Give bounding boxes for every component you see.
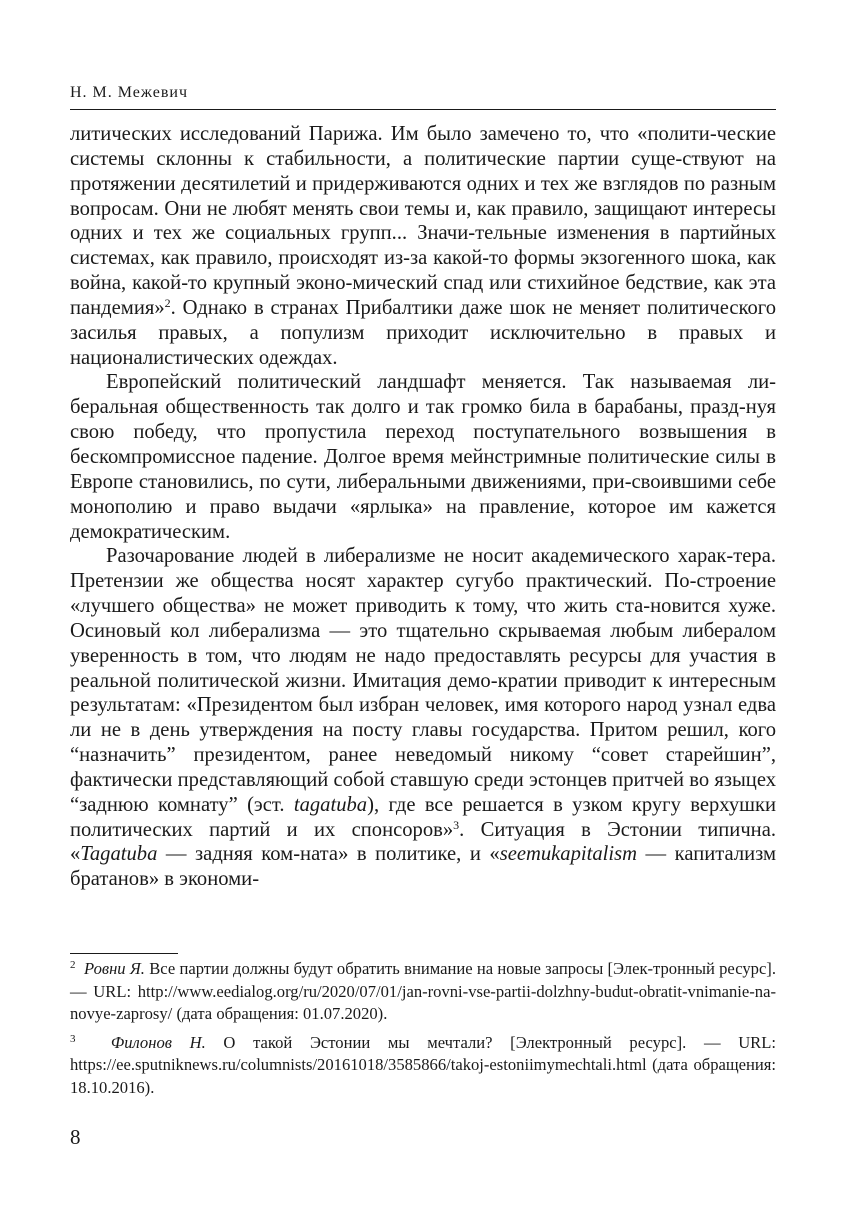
footnote-2-author: Ровни Я.: [84, 959, 145, 978]
footnote-2: [70, 958, 776, 1026]
paragraph-3: [70, 544, 776, 892]
term-tagatuba: tagatuba: [293, 793, 368, 816]
header-author: Н. М. Межевич: [70, 84, 189, 101]
footnote-3-text: О такой Эстонии мы мечтали? [Электронный ресурс]. — URL: https://ee.sputniknews.ru/columnists/20161018/3585866/takoj-estoniimymechtali.html (дата обращения: 18.10.2016).: [70, 1032, 777, 1097]
main-text: [70, 122, 776, 892]
paragraph-3-text-b: ), где все решается в узком кругу верхушки политических партий и их спонсоров»: [70, 793, 776, 841]
footnote-3: [70, 1032, 776, 1100]
page-number: 8: [70, 1125, 81, 1149]
footnote-3-number: 3: [70, 1032, 76, 1045]
paragraph-3-text-d: — задняя ком-ната» в политике, и «: [157, 843, 500, 866]
footnote-ref-2: 2: [164, 295, 171, 310]
paragraph-1-text-b: . Однако в странах Прибалтики даже шок не меняет политического засилья правых, а популизм приходит исключительно в правых и националистических одеждах.: [70, 296, 776, 369]
term-tagatuba-2: Tagatuba: [80, 843, 158, 866]
footnotes: [70, 958, 776, 1106]
paragraph-1: [70, 122, 776, 370]
term-seemukapitalism: seemukapitalism: [499, 843, 637, 866]
paragraph-3-text-e: — капитализм братанов» в экономи-: [70, 843, 776, 891]
paragraph-1-text-a: литических исследований Парижа. Им было замечено то, что «полити-ческие системы склонны к стабильности, а политические партии суще-ствуют на протяжении десятилетий и придерживаются одних и тех же взглядов по разным вопросам. Они не любят менять свои темы и, как правило, защищают интересы одних и тех же социальных групп... Значи-тельные изменения в партийных системах, как правило, происходят из-за какой-то формы экзогенного шока, как война, какой-то крупный эконо-мический спад или стихийное бедствие, как эта пандемия»: [70, 123, 776, 319]
footnote-divider: [70, 953, 178, 954]
paragraph-3-text-a: Разочарование людей в либерализме не носит академического харак-тера. Претензии же общества носят характер сугубо практический. По-строение «лучшего общества» не может приводить к тому, что жить ста-новится хуже. Осиновый кол либерализма — это тщательно скрываемая любым либералом уверенность в том, что людям не надо предоставлять ресурсы для участия в реальной политической жизни. Имитация демо-кратии приводит к интересным результатам: «Президентом был избран человек, имя которого народ узнал едва ли не в день утверждения на посту главы государства. Притом решил, кого “назначить” президентом, ранее неведомый никому “совет старейшин”, фактически представляющий собой ставшую среди эстонцев притчей во языцех “заднюю комнату” (эст.: [70, 545, 776, 816]
footnote-2-number: 2: [70, 959, 76, 971]
paragraph-3-text-c: . Ситуация в Эстонии типична. «: [70, 818, 776, 866]
paragraph-2: Европейский политический ландшафт меняется. Так называемая ли-беральная общественность так долго и так громко била в барабаны, празд-нуя свою победу, что пропустила переход поступательного возвышения в бескомпромиссное падение. Долгое время мейнстримные политические силы в Европе становились, по сути, либеральными движениями, при-своившими себе монополию и право выдачи «ярлыка» на правление, которое им кажется демократическим.: [70, 371, 776, 543]
header-divider: [70, 109, 776, 110]
footnote-2-text: Все партии должны будут обратить внимание на новые запросы [Элек-тронный ресурс]. — URL: http://www.eedialog.org/ru/2020/07/01/jan-rovni-vse-partii-dolzhny-budut-obratit-vnimanie-na-novye-zaprosy/ (дата обращения: 01.07.2020).: [70, 959, 776, 1024]
footnote-3-author: Филонов Н.: [110, 1032, 206, 1052]
running-header: [70, 84, 773, 110]
footnote-ref-3: 3: [453, 817, 460, 832]
